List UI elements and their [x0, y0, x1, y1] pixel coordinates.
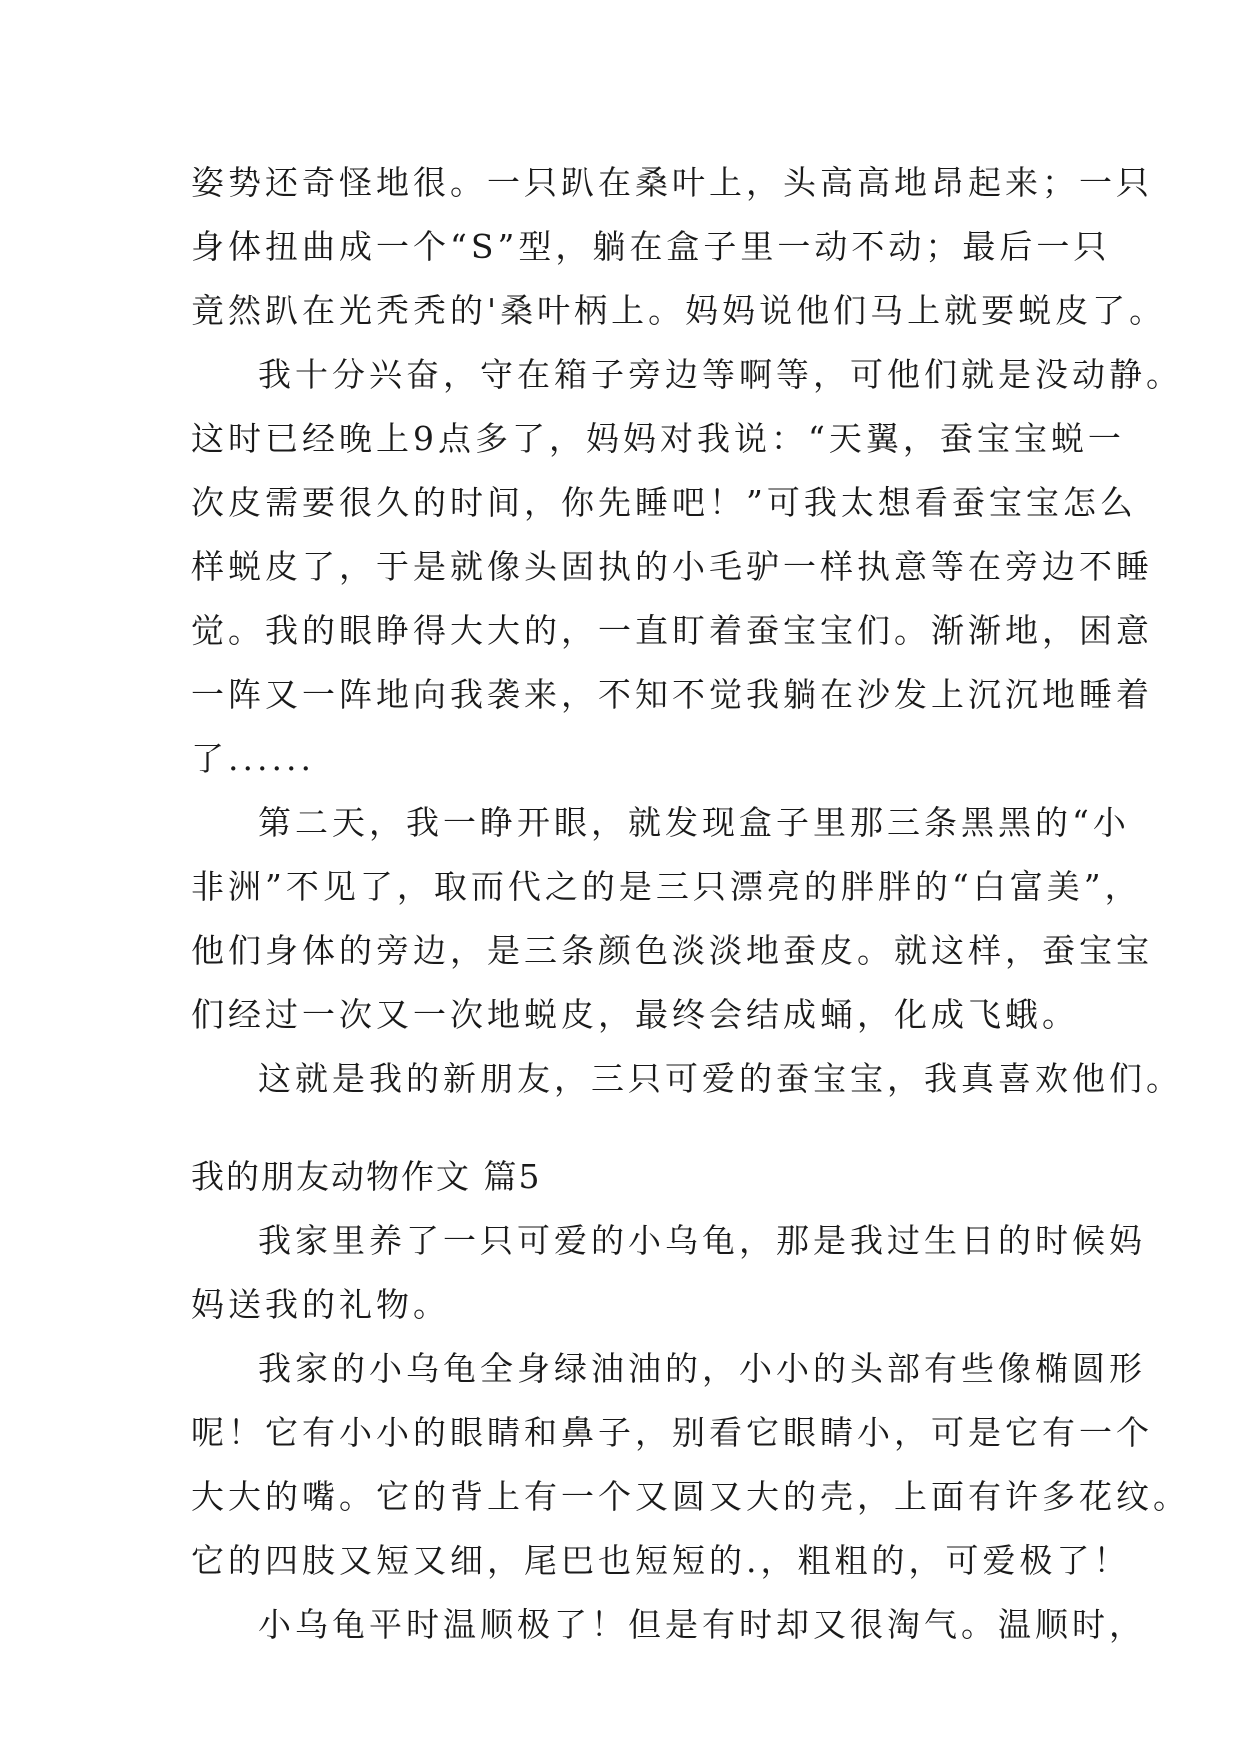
- text-line: 次皮需要很久的时间，你先睡吧！”可我太想看蚕宝宝怎么: [191, 483, 1137, 522]
- text-line: 了......: [191, 739, 315, 778]
- text-line: 它的四肢又短又细，尾巴也短短的.，粗粗的，可爱极了！: [191, 1541, 1131, 1580]
- text-line: 们经过一次又一次地蜕皮，最终会结成蛹，化成飞蛾。: [191, 995, 1079, 1034]
- text-line: 竟然趴在光秃秃的'桑叶柄上。妈妈说他们马上就要蜕皮了。: [191, 291, 1167, 330]
- paragraph-first-line: 小乌龟平时温顺极了！但是有时却又很淘气。温顺时，: [258, 1605, 1146, 1644]
- text-line: 样蜕皮了，于是就像头固执的小毛驴一样执意等在旁边不睡: [191, 547, 1153, 586]
- paragraph-first-line: 这就是我的新朋友，三只可爱的蚕宝宝，我真喜欢他们。: [258, 1059, 1183, 1098]
- text-line: 身体扭曲成一个“S”型，躺在盒子里一动不动；最后一只: [191, 227, 1111, 266]
- section-title: 我的朋友动物作文 篇5: [191, 1157, 542, 1196]
- text-line: 这时已经晚上9点多了，妈妈对我说：“天翼，蚕宝宝蜕一: [191, 419, 1125, 458]
- paragraph-first-line: 我家的小乌龟全身绿油油的，小小的头部有些像椭圆形: [258, 1349, 1146, 1388]
- paragraph-first-line: 我十分兴奋，守在箱子旁边等啊等，可他们就是没动静。: [258, 355, 1183, 394]
- text-line: 非洲”不见了，取而代之的是三只漂亮的胖胖的“白富美”，: [191, 867, 1142, 906]
- text-line: 呢！它有小小的眼睛和鼻子，别看它眼睛小，可是它有一个: [191, 1413, 1153, 1452]
- text-line: 一阵又一阵地向我袭来，不知不觉我躺在沙发上沉沉地睡着: [191, 675, 1153, 714]
- text-line: 姿势还奇怪地很。一只趴在桑叶上，头高高地昂起来；一只: [191, 163, 1153, 202]
- text-line: 大大的嘴。它的背上有一个又圆又大的壳，上面有许多花纹。: [191, 1477, 1190, 1516]
- text-line: 觉。我的眼睁得大大的，一直盯着蚕宝宝们。渐渐地，困意: [191, 611, 1153, 650]
- text-line: 妈送我的礼物。: [191, 1285, 450, 1324]
- text-line: 他们身体的旁边，是三条颜色淡淡地蚕皮。就这样，蚕宝宝: [191, 931, 1153, 970]
- paragraph-first-line: 我家里养了一只可爱的小乌龟，那是我过生日的时候妈: [258, 1221, 1146, 1260]
- paragraph-first-line: 第二天，我一睁开眼，就发现盒子里那三条黑黑的“小: [258, 803, 1130, 842]
